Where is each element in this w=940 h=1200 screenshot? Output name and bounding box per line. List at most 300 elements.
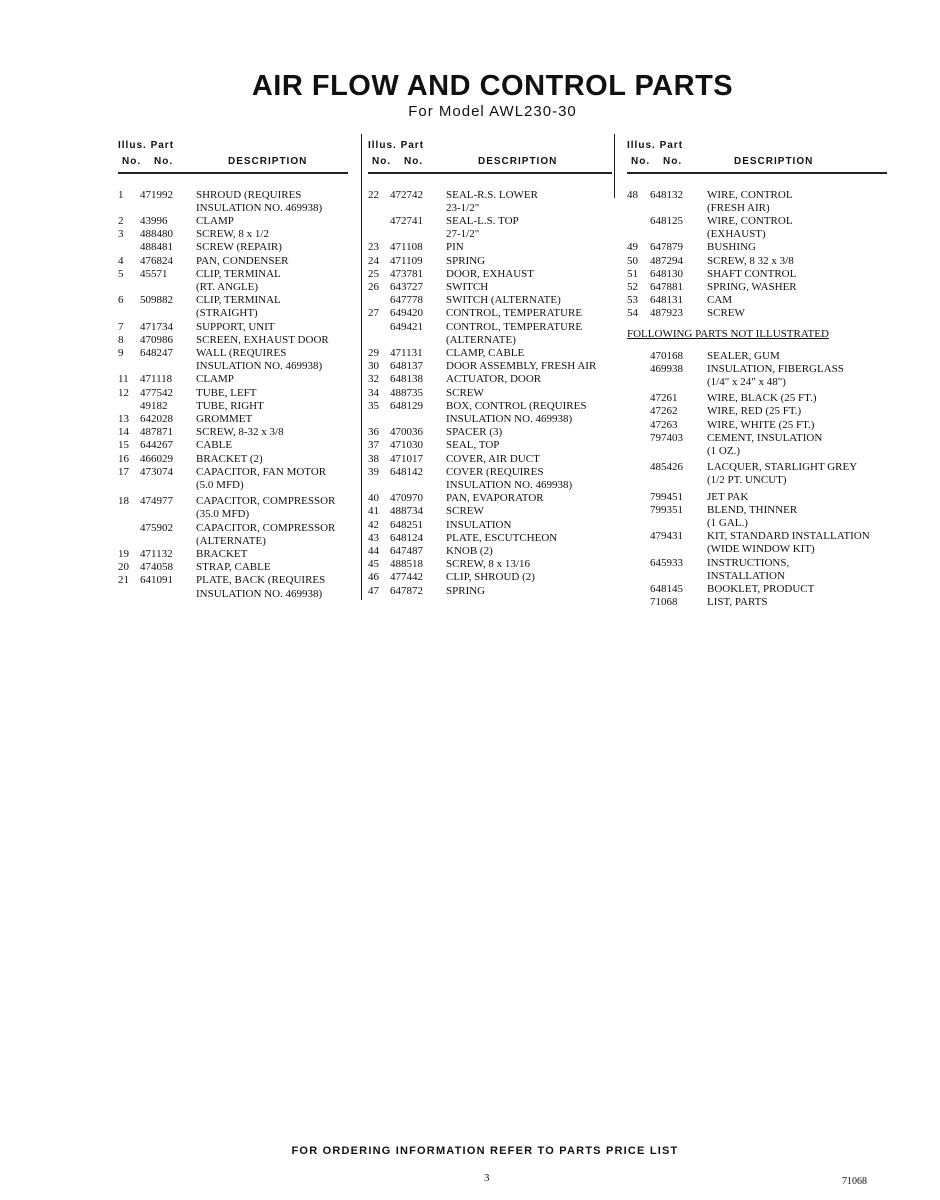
part-row [118, 294, 348, 307]
part-row [368, 281, 612, 294]
part-row [368, 268, 612, 281]
part-number: 488518 [390, 558, 423, 571]
part-row [627, 268, 887, 281]
illus-number: 43 [368, 531, 379, 544]
part-row [118, 360, 348, 373]
part-row [118, 466, 348, 479]
part-description: SCREW [446, 386, 484, 399]
part-number: 648131 [650, 294, 683, 307]
part-description: SPRING, WASHER [707, 280, 797, 293]
part-number: 475902 [140, 521, 173, 534]
part-row [118, 255, 348, 268]
illus-number: 36 [368, 426, 379, 439]
part-row [368, 215, 612, 228]
column-divider [361, 134, 362, 600]
part-number: 471118 [140, 373, 173, 386]
part-number: 47263 [650, 418, 678, 431]
illus-number: 11 [118, 373, 129, 386]
part-row [627, 570, 887, 583]
illus-number: 32 [368, 373, 379, 386]
part-description: INSULATION NO. 469938) [446, 412, 573, 425]
part-row [368, 492, 612, 505]
part-number [650, 474, 707, 487]
part-row [118, 400, 348, 413]
part-row [118, 387, 348, 400]
part-description: SPRING [446, 254, 486, 267]
part-row [118, 426, 348, 439]
part-number: 799351 [650, 503, 683, 516]
part-row [627, 504, 887, 517]
illus-number: 27 [368, 307, 379, 320]
part-number: 43996 [140, 214, 168, 227]
illus-number [368, 479, 390, 492]
part-description: (ALTERNATE) [446, 333, 516, 346]
part-row [627, 432, 887, 445]
illus-number: 34 [368, 386, 379, 399]
part-number [140, 479, 196, 492]
illus-number [118, 479, 140, 492]
illus-number [118, 307, 140, 320]
part-number [140, 508, 196, 521]
illus-number: 45 [368, 558, 379, 571]
illus-number [368, 215, 390, 228]
part-description: SEAL, TOP [446, 439, 500, 452]
part-row [118, 439, 348, 452]
illus-number [118, 281, 140, 294]
part-row [368, 228, 612, 241]
illus-number: 52 [627, 280, 638, 293]
part-row [118, 281, 348, 294]
part-number: 473074 [140, 465, 173, 478]
part-description: SWITCH (ALTERNATE) [446, 294, 561, 307]
part-description: CLAMP, CABLE [446, 346, 525, 359]
part-description: BRACKET (2) [196, 452, 263, 465]
part-description: CAM [707, 294, 733, 307]
part-row [118, 189, 348, 202]
part-number: 471109 [390, 254, 423, 267]
illus-number: 51 [627, 267, 638, 280]
part-description: WIRE, CONTROL [707, 214, 793, 227]
part-number: 645933 [650, 556, 683, 569]
part-description: PLATE, ESCUTCHEON [446, 531, 558, 544]
part-description: CLIP, TERMINAL [196, 267, 281, 280]
page-number: 3 [484, 1172, 490, 1184]
part-description: CAPACITOR, COMPRESSOR [196, 495, 336, 508]
part-row [368, 387, 612, 400]
part-row [118, 574, 348, 587]
illus-number [627, 419, 650, 432]
part-description: SUPPORT, UNIT [196, 320, 275, 333]
part-row [627, 255, 887, 268]
parts-list [627, 189, 887, 321]
part-description: SCREW, 8 x 1/2 [196, 228, 269, 241]
illus-number [368, 334, 390, 347]
part-description: (STRAIGHT) [196, 307, 258, 320]
description-header: DESCRIPTION [734, 156, 814, 167]
part-number: 648247 [140, 346, 173, 359]
part-description: (35.0 MFD) [196, 508, 250, 521]
parts-column-3 [627, 138, 887, 609]
illus-number: 42 [368, 518, 379, 531]
part-number: 471108 [390, 241, 423, 254]
part-number: 71068 [650, 596, 678, 609]
parts-list [118, 189, 348, 601]
part-number: 647778 [390, 294, 423, 307]
part-number: 648142 [390, 465, 423, 478]
part-row [118, 508, 348, 521]
part-description: PAN, CONDENSER [196, 254, 289, 267]
part-description: WIRE, CONTROL [707, 188, 793, 201]
part-description: ACTUATOR, DOOR [446, 373, 542, 386]
illus-part-header: Illus. Part [368, 140, 425, 151]
illus-number: 38 [368, 452, 379, 465]
part-row [368, 202, 612, 215]
part-row [627, 596, 887, 609]
illus-number [627, 583, 650, 596]
part-number: 648132 [650, 188, 683, 201]
part-row [368, 453, 612, 466]
part-number: 648137 [390, 360, 423, 373]
part-row [627, 419, 887, 432]
part-number: 45571 [140, 267, 168, 280]
column-header [627, 138, 887, 172]
part-number: 49182 [140, 399, 168, 412]
part-description: COVER (REQUIRES [446, 465, 544, 478]
part-row [627, 294, 887, 307]
part-description: CEMENT, INSULATION [707, 431, 823, 444]
part-description: JET PAK [707, 490, 749, 503]
part-description: BLEND, THINNER [707, 503, 798, 516]
part-description: WIRE, BLACK (25 FT.) [707, 392, 817, 405]
part-row [368, 585, 612, 598]
part-number: 470986 [140, 333, 173, 346]
illus-number [368, 202, 390, 215]
illus-number [627, 543, 650, 556]
part-row [368, 241, 612, 254]
illus-number [627, 376, 650, 389]
part-number: 487923 [650, 307, 683, 320]
illus-part-header: Illus. Part [118, 140, 175, 151]
part-row [118, 479, 348, 492]
parts-list [368, 189, 612, 598]
part-row [368, 505, 612, 518]
part-row [368, 558, 612, 571]
part-description: CLIP, TERMINAL [196, 294, 281, 307]
illus-number [627, 202, 650, 215]
part-number [650, 543, 707, 556]
illus-number [368, 294, 390, 307]
part-description: INSULATION NO. 469938) [196, 360, 323, 373]
part-number [140, 535, 196, 548]
illus-number [118, 522, 140, 535]
part-row [118, 202, 348, 215]
part-row [368, 347, 612, 360]
part-number: 488734 [390, 505, 423, 518]
part-number: 648138 [390, 373, 423, 386]
illus-number: 7 [118, 320, 124, 333]
illus-number: 4 [118, 254, 124, 267]
part-number: 643727 [390, 280, 423, 293]
illus-number: 54 [627, 307, 638, 320]
part-number: 644267 [140, 439, 173, 452]
part-number: 470168 [650, 349, 683, 362]
part-number: 474058 [140, 561, 173, 574]
illus-number: 17 [118, 465, 129, 478]
illus-number: 16 [118, 452, 129, 465]
page-title: AIR FLOW AND CONTROL PARTS [251, 70, 734, 102]
part-number: 648129 [390, 399, 423, 412]
illus-number [118, 400, 140, 413]
part-description: SCREW, 8 x 13/16 [446, 558, 530, 571]
part-description: BUSHING [707, 241, 756, 254]
part-row [627, 583, 887, 596]
part-number [650, 570, 707, 583]
part-description: SHAFT CONTROL [707, 267, 797, 280]
part-no-header: No. [663, 156, 683, 167]
part-number: 470036 [390, 426, 423, 439]
part-description: CABLE [196, 439, 233, 452]
part-description: BRACKET [196, 547, 248, 560]
part-row [368, 545, 612, 558]
illus-number: 18 [118, 495, 129, 508]
part-number: 488735 [390, 386, 423, 399]
part-description: INSULATION NO. 469938) [196, 587, 323, 600]
illus-number: 6 [118, 294, 124, 307]
part-description: (5.0 MFD) [196, 478, 244, 491]
illus-no-header: No. [122, 156, 142, 167]
part-row [368, 479, 612, 492]
part-number: 647881 [650, 280, 683, 293]
part-row [368, 255, 612, 268]
part-number [390, 413, 446, 426]
part-row [627, 228, 887, 241]
illus-number [627, 215, 650, 228]
part-row [627, 530, 887, 543]
part-row [627, 350, 887, 363]
part-row [118, 307, 348, 320]
illus-number [368, 228, 390, 241]
part-number [650, 376, 707, 389]
part-row [627, 445, 887, 458]
part-number: 472742 [390, 188, 423, 201]
part-description: SCREW, 8-32 x 3/8 [196, 426, 284, 439]
illus-number [368, 321, 390, 334]
part-description: INSULATION [446, 518, 512, 531]
part-number [390, 228, 446, 241]
part-row [368, 426, 612, 439]
part-number: 477542 [140, 386, 173, 399]
illus-number: 3 [118, 228, 124, 241]
illus-number: 9 [118, 346, 124, 359]
illus-number [627, 405, 650, 418]
part-row [118, 334, 348, 347]
part-no-header: No. [404, 156, 424, 167]
part-description: CLIP, SHROUD (2) [446, 571, 535, 584]
part-description: SHROUD (REQUIRES [196, 188, 302, 201]
part-description: (1/2 PT. UNCUT) [707, 474, 787, 487]
part-description: LIST, PARTS [707, 596, 768, 609]
part-description: SPACER (3) [446, 426, 503, 439]
illus-number: 35 [368, 399, 379, 412]
part-description: SEAL-R.S. LOWER [446, 188, 538, 201]
illus-number: 49 [627, 241, 638, 254]
part-number [390, 334, 446, 347]
part-description: BOOKLET, PRODUCT [707, 582, 815, 595]
header-rule [627, 172, 887, 174]
part-description: INSULATION, FIBERGLASS [707, 362, 844, 375]
part-description: TUBE, RIGHT [196, 399, 264, 412]
part-description: DOOR, EXHAUST [446, 267, 534, 280]
part-number [650, 202, 707, 215]
part-number: 799451 [650, 490, 683, 503]
part-description: GROMMET [196, 412, 253, 425]
illus-number: 5 [118, 267, 124, 280]
part-number: 648251 [390, 518, 423, 531]
part-row [627, 281, 887, 294]
part-description: SCREW (REPAIR) [196, 241, 282, 254]
part-description: WIRE, WHITE (25 FT.) [707, 418, 815, 431]
column-header [118, 138, 348, 172]
part-description: PLATE, BACK (REQUIRES [196, 574, 326, 587]
part-number [650, 517, 707, 530]
part-number: 648145 [650, 582, 683, 595]
part-description: LACQUER, STARLIGHT GREY [707, 461, 858, 474]
illus-number: 39 [368, 465, 379, 478]
part-description: SCREW [707, 307, 745, 320]
illus-number [627, 363, 650, 376]
illus-number: 22 [368, 188, 379, 201]
part-number [390, 202, 446, 215]
part-number: 487294 [650, 254, 683, 267]
part-description: (1 OZ.) [707, 444, 740, 457]
part-number: 649420 [390, 307, 423, 320]
illus-number: 29 [368, 346, 379, 359]
part-row [118, 548, 348, 561]
part-row [368, 307, 612, 320]
model-subtitle: For Model AWL230-30 [408, 103, 577, 120]
part-row [368, 532, 612, 545]
part-description: SPRING [446, 584, 486, 597]
header-rule [118, 172, 348, 174]
part-row [627, 215, 887, 228]
illus-no-header: No. [372, 156, 392, 167]
part-row [118, 522, 348, 535]
part-number: 649421 [390, 320, 423, 333]
illus-number: 44 [368, 544, 379, 557]
illus-number: 24 [368, 254, 379, 267]
part-number [140, 360, 196, 373]
part-number [390, 479, 446, 492]
part-number [140, 281, 196, 294]
part-number [650, 228, 707, 241]
part-description: (RT. ANGLE) [196, 280, 259, 293]
illus-number: 30 [368, 360, 379, 373]
part-description: WALL (REQUIRES [196, 346, 287, 359]
illus-number: 8 [118, 333, 124, 346]
part-row [368, 571, 612, 584]
part-description: SCREW [446, 505, 484, 518]
part-number: 471131 [390, 346, 423, 359]
part-description: 23-1/2" [446, 201, 480, 214]
illus-number [118, 588, 140, 601]
part-row [627, 189, 887, 202]
illus-number: 26 [368, 280, 379, 293]
part-row [368, 360, 612, 373]
illus-number [627, 392, 650, 405]
part-number [140, 307, 196, 320]
part-row [627, 241, 887, 254]
part-row [118, 588, 348, 601]
part-number: 471030 [390, 439, 423, 452]
part-row [368, 189, 612, 202]
illus-number [627, 557, 650, 570]
illus-number: 14 [118, 426, 129, 439]
illus-number [627, 504, 650, 517]
part-number: 472741 [390, 214, 423, 227]
part-row [368, 400, 612, 413]
part-row [118, 228, 348, 241]
part-row [368, 519, 612, 532]
part-row [368, 373, 612, 386]
illus-number: 53 [627, 294, 638, 307]
illus-number: 25 [368, 267, 379, 280]
column-divider [614, 134, 615, 198]
part-number [140, 588, 196, 601]
ordering-footer: FOR ORDERING INFORMATION REFER TO PARTS PRICE LIST [291, 1145, 679, 1157]
part-row [118, 347, 348, 360]
part-row [368, 334, 612, 347]
illus-number [118, 241, 140, 254]
illus-number: 19 [118, 547, 129, 560]
part-number: 648125 [650, 214, 683, 227]
part-number: 647879 [650, 241, 683, 254]
illus-number [627, 596, 650, 609]
part-number: 471992 [140, 188, 173, 201]
illus-number: 21 [118, 574, 129, 587]
part-description: BOX, CONTROL (REQUIRES [446, 399, 587, 412]
part-number: 471734 [140, 320, 173, 333]
part-number: 647487 [390, 544, 423, 557]
illus-number: 50 [627, 254, 638, 267]
part-description: PAN, EVAPORATOR [446, 492, 544, 505]
part-row [627, 474, 887, 487]
part-description: CONTROL, TEMPERATURE [446, 307, 583, 320]
part-description: 27-1/2" [446, 228, 480, 241]
part-number: 509882 [140, 294, 173, 307]
document-code: 71068 [842, 1176, 867, 1187]
illus-number: 20 [118, 561, 129, 574]
part-description: (1/4" x 24" x 48") [707, 375, 786, 388]
part-description: CLAMP [196, 214, 234, 227]
illus-number: 40 [368, 492, 379, 505]
part-row [368, 294, 612, 307]
illus-number [627, 228, 650, 241]
part-row [118, 495, 348, 508]
illus-number: 12 [118, 386, 129, 399]
part-description: INSULATION NO. 469938) [446, 478, 573, 491]
part-no-header: No. [154, 156, 174, 167]
illus-number: 46 [368, 571, 379, 584]
illus-part-header: Illus. Part [627, 140, 684, 151]
parts-column-1 [118, 138, 348, 601]
illus-number: 1 [118, 188, 124, 201]
illus-number [627, 570, 650, 583]
illus-number: 48 [627, 188, 638, 201]
not-illustrated-list [627, 350, 887, 610]
part-row [627, 557, 887, 570]
illus-number [118, 202, 140, 215]
part-number: 647872 [390, 584, 423, 597]
